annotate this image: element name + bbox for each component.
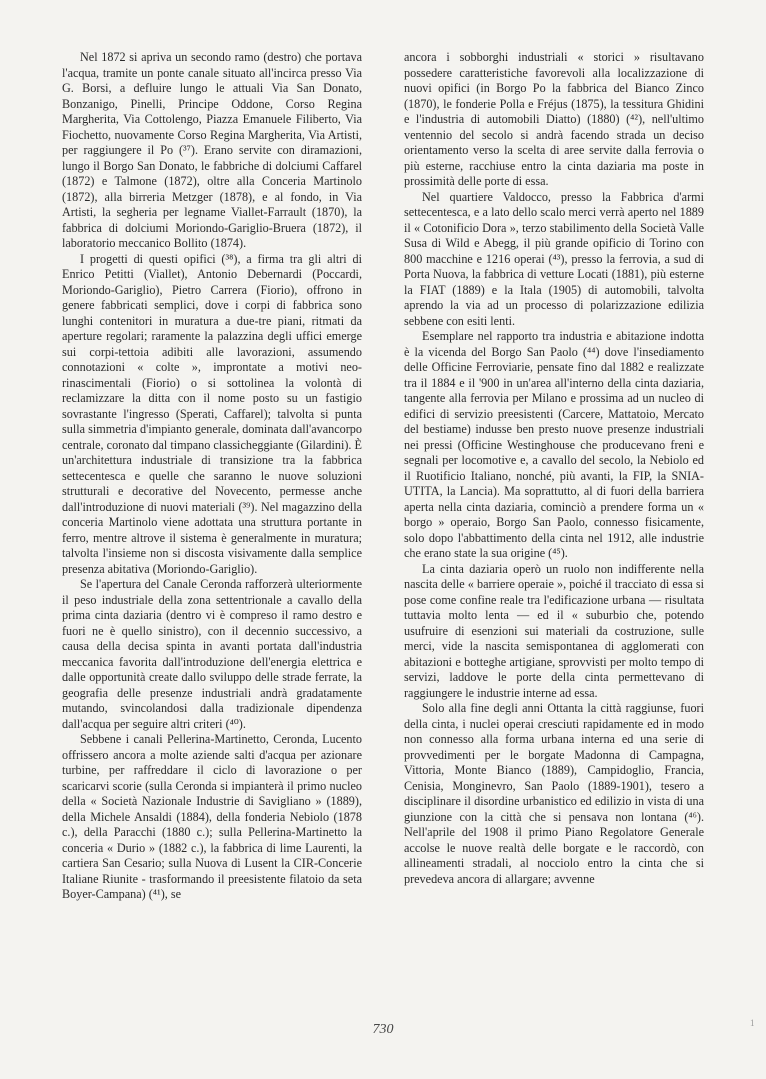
paragraph: Solo alla fine degli anni Ottanta la città raggiunse, fuori della cinta, i nuclei operai cresciuti rapidamente ed in modo non connesso alla forma urbana interna ed una serie di provvedimenti per le borgate Madonna di Campagna, Vittoria, Monte Bianco (1889), Campidoglio, Francia, Cenisia, Monginevro, San Paolo (1889-1901), tesero a disciplinare il disordine urbanistico ed edilizio in vista di una giunzione con la città che si pensava non lontana (⁴⁶). Nell'aprile del 1908 il primo Piano Regolatore Generale accolse le nuove realtà delle borgate e le raccordò, con allineamenti stradali, al nocciolo entro la cinta che si prevedeva ancora di allargare; avvenne xyxy=(404,701,704,886)
paragraph: Sebbene i canali Pellerina-Martinetto, Ceronda, Lucento offrissero ancora a molte aziende salti d'acqua per azionare turbine, per raffreddare il ciclo di lavorazione o per scaricarvi scorie (sulla Ceronda si impianterà il primo nucleo della « Società Nazionale Industrie di Savigliano » (1889), della Michele Ansaldi (1884), della fonderia Nebiolo (1878 c.), della Paracchi (1880 c.); sulla Pellerina-Martinetto la conceria « Durio » (1882 c.), la fabbrica di lime Laurenti, la cartiera San Cesario; sulla Nuova di Lusent la CIR-Concerie Italiane Riunite - trasformando il preesistente filatoio da seta Boyer-Campana) (⁴¹), se xyxy=(62,732,362,901)
paragraph: I progetti di questi opifici (³⁸), a firma tra gli altri di Enrico Petitti (Viallet), Antonio Debernardi (Poccardi, Moriondo-Gariglio), Pietro Carrera (Fiorio), offrono in genere fabbricati semplici, dove i corpi di fabbrica sono lunghi contenitori in muratura a due-tre piani, ritmati da aperture regolari; raramente la palazzina degli uffici emerge sui corpi-tettoia adibiti alle lavorazioni, assumendo connotazioni « colte », improntate a motivi neo-rinascimentali (Fiorio) o si sottolinea la volontà di reclamizzare la ditta con il nome posto su un fastigio sovrastante l'ingresso (Sperati, Caffarel); talvolta si punta sulla simmetria d'impianto generale, dominata dall'avancorpo centrale, coronato dal timpano classicheggiante (Gilardini). È un'architettura industriale di transizione tra la fabbrica settecentesca e quelle che saranno le nuove soluzioni strutturali e decorative del Novecento, permesse anche dall'introduzione di nuovi materiali (³⁹). Nel magazzino della conceria Martinolo viene adottata una struttura portante in ferro, mentre altrove il sistema è generalmente in muratura; talvolta l'insieme non si discosta visivamente dalla semplice presenza abitativa (Moriondo-Gariglio). xyxy=(62,251,362,576)
paragraph: Se l'apertura del Canale Ceronda rafforzerà ulteriormente il peso industriale della zona settentrionale a cavallo della prima cinta daziaria (dentro vi è compreso il ramo destro e fuori ne è quello sinistro), con il decennio successivo, a causa della decisa spinta in avanti portata dall'industria meccanica favorita dall'introduzione dell'energia elettrica e dalle opportunità create dallo sviluppo delle strade ferrate, la geografia delle presenze industriali andrà gradatamente mutando, svincolandosi dalla tradizionale dipendenza dall'acqua per seguire altri criteri (⁴⁰). xyxy=(62,577,362,731)
paragraph: ancora i sobborghi industriali « storici » risultavano possedere caratteristiche favorevoli alla localizzazione di nuovi opifici (in Borgo Po la fabbrica del Bianco Zinco (1870), le fonderie Polla e Fréjus (1875), la tessitura Ghidini e l'industria di automobili Diatto) (1880) (⁴²), nell'ultimo ventennio del secolo si andrà facendo strada un deciso orientamento verso la scelta di aree servite dalla ferrovia o più esterne, racchiuse entro la cinta daziaria ma poste in prossimità delle porte di essa. xyxy=(404,50,704,188)
paragraph: Nel quartiere Valdocco, presso la Fabbrica d'armi settecentesca, e a lato dello scalo merci verrà aperto nel 1889 il « Cotonificio Dora », terzo stabilimento della Società Valle Susa di Wild e Abegg, il più grande opificio di Torino con 800 macchine e 1216 operai (⁴³), presso la ferrovia, a sud di Porta Nuova, la fabbrica di vetture Locati (1881), più esterne la FIAT (1889) e la Itala (1905) di automobili, talvolta aprendo la via ad un processo di polarizzazione edilizia sebbene con esiti lenti. xyxy=(404,189,704,328)
paragraph: La cinta daziaria operò un ruolo non indifferente nella nascita delle « barriere operaie », poiché il tracciato di essa si pose come confine reale tra l'edificazione urbana — risultata tuttavia molto lenta — ed il « suburbio che, potendo usufruire di esenzioni sui materiali da costruzione, sulle merci, vide la nascita semispontanea di agglomerati con abitazioni e botteghe artigiane, sprovvisti per molto tempo di servizi, laddove le porte della cinta permettevano di raggiungere le industrie interne ad essa. xyxy=(404,561,704,700)
left-column xyxy=(62,50,362,903)
paragraph: Nel 1872 si apriva un secondo ramo (destro) che portava l'acqua, tramite un ponte canale situato all'incirca presso Via G. Borsi, a defluire lungo le attuali Via San Donato, Bonzanigo, Pinelli, Principe Oddone, Corso Regina Margherita, Via Cottolengo, Piazza Emanuele Filiberto, Via Fiochetto, nuovamente Corso Regina Margherita, Via Artisti, per raggiungere il Po (³⁷). Erano servite con diramazioni, lungo il Borgo San Donato, le fabbriche di dolciumi Caffarel (1872) e Talmone (1872), oltre alla Conceria Martinolo (1872), alla birreria Metzger (1878), e al fondo, in Via Artisti, la segheria per legname Viallet-Farrault (1870), la fabbrica di dolciumi Moriondo-Gariglio-Bruera (1872), il laboratorio meccanico Bollito (1874). xyxy=(62,50,362,250)
margin-mark: 1 xyxy=(750,1018,755,1028)
right-column xyxy=(404,50,704,887)
page-number: 730 xyxy=(372,1022,394,1037)
paragraph: Esemplare nel rapporto tra industria e abitazione indotta è la vicenda del Borgo San Paolo (⁴⁴) dove l'insediamento delle Officine Ferroviarie, pensate fino dal 1882 e realizzate tra il 1884 e il '900 in un'area all'interno della cinta daziaria, tangente alla ferrovia per Milano e prossima ad un nucleo di edifici di servizio preesistenti (Carcere, Mattatoio, Mercato del bestiame) indusse ben presto nuove presenze industriali nei pressi (Officine Westinghouse che producevano freni e segnali per locomotive e, a cavallo del secolo, la Nebiolo ed il Ruotificio Italiano, nonché, più avanti, la FIP, la SNIA-UTITA, la Lancia). Ma soprattutto, al di fuori della barriera aperta nella cinta daziaria, cominciò a prendere forma un « borgo » operaio, Borgo San Paolo, connesso fisicamente, solo dopo l'abbattimento della cinta nel 1912, alle industrie che erano state la sua origine (⁴⁵). xyxy=(404,329,704,560)
